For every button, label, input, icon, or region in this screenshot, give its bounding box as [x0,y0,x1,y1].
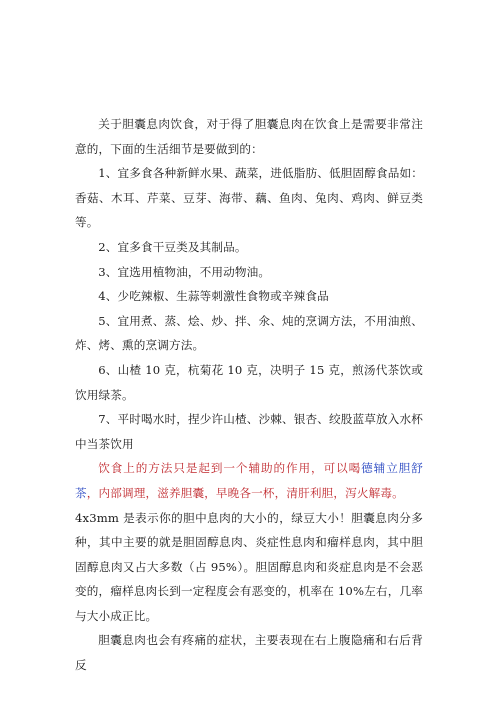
highlight-text-after: ，内部调理，滋养胆囊，早晚各一杯，清肝利胆，泻火解毒。 [86,485,404,500]
list-item: 5、宜用煮、蒸、烩、炒、拌、氽、炖的烹调方法，不用油煎、炸、烤、熏的烹调方法。 [75,313,423,353]
list-item: 1、宜多食各种新鲜水果、蔬菜，进低脂肪、低胆固醇食品如：香菇、木耳、芹菜、豆芽、海带、藕、鱼肉、兔肉、鸡肉、鲜豆类等。 [75,166,423,230]
list-item: 4、少吃辣椒、生蒜等刺激性食物或辛辣食品 [98,289,329,304]
list-item: 3、宜选用植物油，不用动物油。 [98,264,271,279]
list-item: 2、宜多食干豆类及其制品。 [98,239,247,254]
body-paragraph: 4x3mm 是表示你的胆中息肉的大小的，绿豆大小！胆囊息肉分多种，其中主要的就是胆固醇息肉、炎症性息肉和瘤样息肉，其中胆固醇息肉又占大多数（占 95%）。胆固醇息肉和炎症息肉是不会恶变的，瘤样息肉长到一定程度会有恶变的，机率在 10%左右，几率与大小成正比。 [75,510,423,623]
last-paragraph: 胆囊息肉也会有疼痛的症状，主要表现在右上腹隐痛和右后背反 [75,633,423,673]
product-link[interactable]: 德辅立胆舒茶 [75,461,423,500]
intro-paragraph: 关于胆囊息肉饮食，对于得了胆囊息肉在饮食上是需要非常注意的，下面的生活细节是要做到的： [75,117,423,156]
document-page [75,0,423,678]
highlight-paragraph [75,456,423,505]
list-item: 7、平时喝水时，捏少许山楂、沙棘、银杏、绞股蓝草放入水杯中当茶饮用 [75,412,423,451]
highlight-text-before: 饮食上的方法只是起到一个辅助的作用，可以喝 [98,461,362,476]
list-item: 6、山楂 10 克，杭菊花 10 克，决明子 15 克，煎汤代茶饮或饮用绿茶。 [75,362,423,402]
